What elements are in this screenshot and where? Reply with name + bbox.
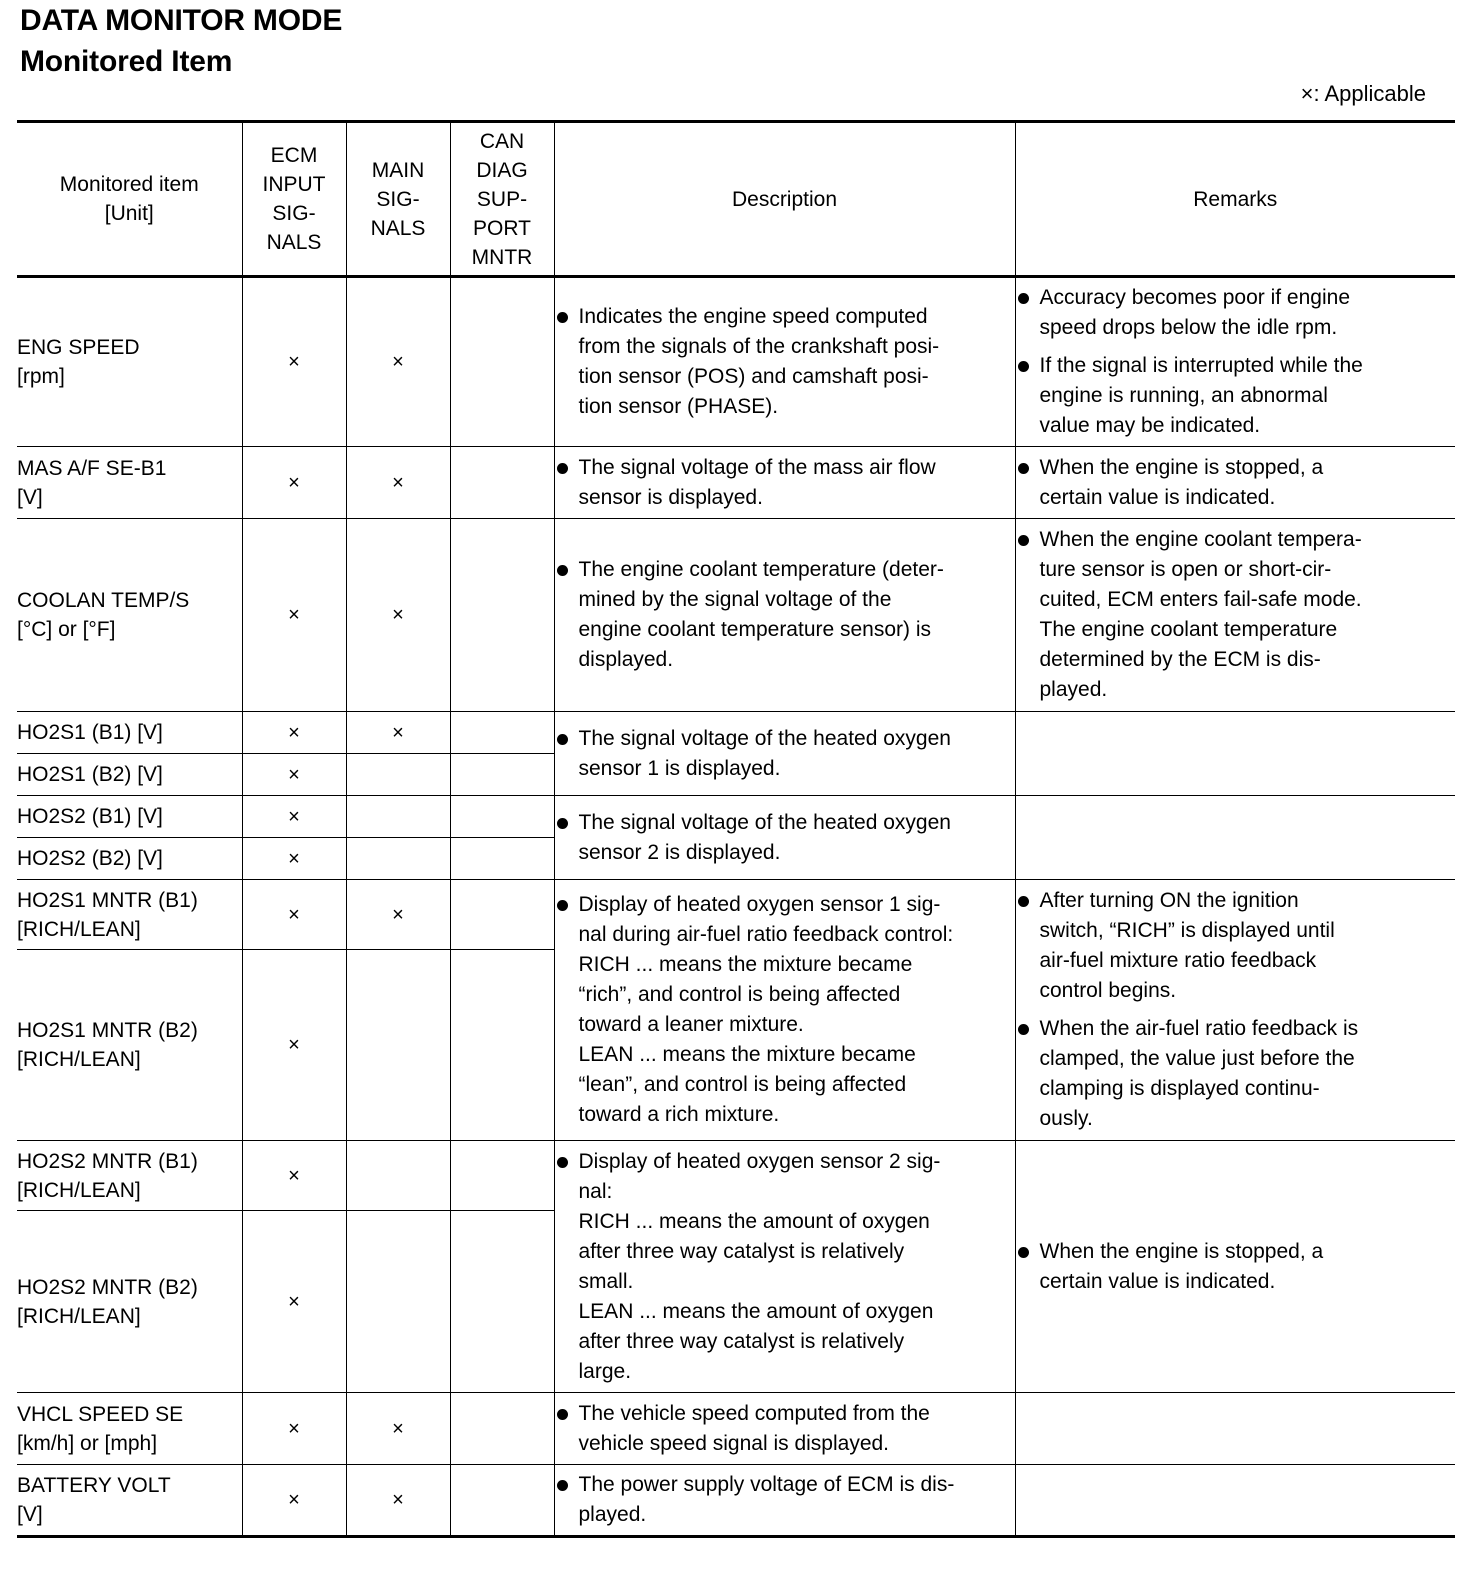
text-line: INPUT [262,173,326,196]
text-line: The power supply voltage of ECM is dis- [578,1473,955,1496]
text-line: after three way catalyst is relatively [578,1329,905,1353]
ecm-input-mark: × [242,1211,346,1393]
text-line: When the engine is stopped, a [1039,1239,1324,1263]
text-line: Display of heated oxygen sensor 1 sig- [578,893,941,916]
description-cell [554,712,1015,796]
text-line: HO2S2 MNTR (B1) [17,1149,198,1173]
text-line: HO2S1 MNTR (B1) [17,888,198,912]
text-line: tion sensor (PHASE). [578,395,779,418]
ecm-input-mark: × [242,1465,346,1537]
text-line: toward a leaner mixture. [578,1013,804,1036]
main-signals-mark [346,950,450,1141]
can-diag-mark [450,447,554,519]
monitored-item-cell [17,1211,242,1393]
text-line: certain value is indicated. [1039,1269,1276,1293]
text-line: SUP- [476,187,528,211]
text-line: cuited, ECM enters fail-safe mode. [1039,588,1362,611]
text-line: When the air-fuel ratio feedback is [1039,1017,1359,1040]
remarks-bullet [1016,283,1456,343]
text-line: speed drops below the idle rpm. [1039,316,1338,339]
monitored-item-cell [17,796,242,838]
monitored-item-cell [17,880,242,950]
text-line: switch, “RICH” is displayed until [1039,919,1335,942]
text-line: MNTR [471,245,533,269]
description-bullet [555,1470,1015,1530]
text-line: [RICH/LEAN] [17,1048,141,1071]
main-signals-mark: × [346,519,450,712]
main-signals-mark: × [346,277,450,447]
header-can-diag-support-mntr [450,122,554,277]
main-signals-mark [346,754,450,796]
monitored-item-cell [17,838,242,880]
description-cell [554,1141,1015,1393]
text-line: “rich”, and control is being affected [578,983,901,1006]
text-line: small. [578,1269,634,1293]
description-bullet [555,555,1015,675]
description-cell [554,447,1015,519]
text-line: after three way catalyst is relatively [578,1239,905,1263]
text-line: from the signals of the crankshaft posi- [578,335,940,358]
monitored-item-table [17,120,1455,1538]
monitored-item-cell [17,1141,242,1211]
text-line: NALS [370,216,426,240]
remarks-cell [1015,1393,1455,1465]
text-line: ENG SPEED [17,336,140,359]
header-description: Description [554,122,1015,277]
text-line: HO2S2 (B1) [V] [17,805,163,828]
ecm-input-mark: × [242,838,346,880]
text-line: When the engine is stopped, a [1039,455,1324,479]
text-line: nal: [578,1179,613,1203]
text-line: LEAN ... means the amount of oxygen [578,1299,934,1323]
text-line: RICH ... means the amount of oxygen [578,1209,930,1233]
monitored-item-cell [17,1393,242,1465]
text-line: engine is running, an abnormal [1039,384,1328,407]
can-diag-mark [450,277,554,447]
text-line: displayed. [578,648,674,671]
text-line: SIG- [376,187,420,211]
text-line: The engine coolant temperature (deter- [578,558,944,581]
text-line: value may be indicated. [1039,414,1261,437]
text-line: ture sensor is open or short-cir- [1039,558,1332,581]
text-line: [RICH/LEAN] [17,917,141,941]
description-bullet [555,1399,1015,1459]
monitored-item-cell [17,447,242,519]
text-line: Display of heated oxygen sensor 2 sig- [578,1149,941,1173]
text-line: HO2S2 (B2) [V] [17,847,163,870]
text-line: [RICH/LEAN] [17,1304,141,1328]
text-line: [°C] or [°F] [17,618,116,641]
monitored-item-cell [17,950,242,1141]
main-signals-mark [346,796,450,838]
text-line: control begins. [1039,979,1177,1002]
can-diag-mark [450,1393,554,1465]
can-diag-mark [450,838,554,880]
text-line: sensor is displayed. [578,485,763,509]
ecm-input-mark: × [242,796,346,838]
text-line: When the engine coolant tempera- [1039,528,1362,551]
description-bullet [555,890,1015,1130]
text-line: HO2S1 (B1) [V] [17,721,163,744]
text-line: LEAN ... means the mixture became [578,1043,916,1066]
can-diag-mark [450,1141,554,1211]
ecm-input-mark: × [242,519,346,712]
remarks-bullet [1016,886,1456,1006]
main-signals-mark: × [346,712,450,754]
main-signals-mark [346,1211,450,1393]
remarks-cell [1015,447,1455,519]
text-line: [Unit] [104,202,154,225]
text-line: The engine coolant temperature [1039,618,1338,641]
text-line: DIAG [476,158,528,182]
ecm-input-mark: × [242,1141,346,1211]
text-line: determined by the ECM is dis- [1039,648,1321,671]
main-signals-mark [346,838,450,880]
text-line: “lean”, and control is being affected [578,1073,907,1096]
remarks-bullet [1016,351,1456,441]
remarks-cell [1015,796,1455,880]
ecm-input-mark: × [242,712,346,754]
table-row [17,796,1455,838]
table-row [17,1393,1455,1465]
text-line: vehicle speed signal is displayed. [578,1431,890,1455]
can-diag-mark [450,1211,554,1393]
monitored-item-cell [17,712,242,754]
text-line: toward a rich mixture. [578,1103,780,1126]
text-line: tion sensor (POS) and camshaft posi- [578,365,929,388]
text-line: [rpm] [17,365,65,388]
description-bullet [555,724,1015,784]
can-diag-mark [450,754,554,796]
text-line: played. [1039,678,1108,701]
header-remarks: Remarks [1015,122,1455,277]
remarks-cell [1015,1465,1455,1537]
remarks-cell [1015,1141,1455,1393]
text-line: mined by the signal voltage of the [578,588,892,611]
monitored-item-cell [17,1465,242,1537]
main-signals-mark: × [346,1465,450,1537]
text-line: COOLAN TEMP/S [17,589,190,612]
text-line: air-fuel mixture ratio feedback [1039,949,1317,972]
table-row [17,880,1455,950]
table-row [17,447,1455,519]
text-line: played. [578,1503,647,1526]
description-bullet [555,808,1015,868]
text-line: certain value is indicated. [1039,485,1276,509]
text-line: VHCL SPEED SE [17,1402,184,1426]
remarks-bullet [1016,1014,1456,1134]
main-signals-mark: × [346,1393,450,1465]
can-diag-mark [450,1465,554,1537]
ecm-input-mark: × [242,277,346,447]
text-line: engine coolant temperature sensor) is [578,618,932,641]
applicable-legend: ×: Applicable [1300,81,1426,106]
monitored-item-cell [17,519,242,712]
header-ecm-input-signals [242,122,346,277]
text-line: sensor 1 is displayed. [578,756,781,780]
table-row [17,519,1455,712]
remarks-bullet [1016,453,1456,513]
text-line: Monitored item [59,173,199,196]
remarks-cell [1015,880,1455,1141]
can-diag-mark [450,880,554,950]
text-line: [km/h] or [mph] [17,1431,158,1455]
section-subtitle: Monitored Item [20,45,233,78]
text-line: nal during air-fuel ratio feedback control: [578,923,954,946]
text-line: MAIN [371,158,425,182]
remarks-bullet [1016,525,1456,705]
table-row [17,712,1455,754]
text-line: BATTERY VOLT [17,1474,171,1497]
text-line: SIG- [272,202,316,225]
monitored-item-cell [17,754,242,796]
text-line: CAN [479,129,525,153]
description-bullet [555,453,1015,513]
monitored-item-cell [17,277,242,447]
header-monitored-item [17,122,242,277]
main-signals-mark: × [346,447,450,519]
text-line: Indicates the engine speed computed [578,305,928,328]
text-line: HO2S1 (B2) [V] [17,763,163,786]
text-line: After turning ON the ignition [1039,889,1299,912]
ecm-input-mark: × [242,447,346,519]
description-cell [554,1465,1015,1537]
description-cell [554,519,1015,712]
text-line: clamped, the value just before the [1039,1047,1355,1070]
description-bullet [555,1147,1015,1387]
can-diag-mark [450,950,554,1141]
text-line: sensor 2 is displayed. [578,840,781,864]
text-line: NALS [266,231,322,254]
table-row [17,1465,1455,1537]
text-line: PORT [473,216,531,240]
can-diag-mark [450,712,554,754]
text-line: clamping is displayed continu- [1039,1077,1320,1100]
ecm-input-mark: × [242,950,346,1141]
text-line: large. [578,1359,632,1383]
text-line: HO2S2 MNTR (B2) [17,1275,198,1299]
description-cell [554,880,1015,1141]
remarks-cell [1015,712,1455,796]
remarks-cell [1015,277,1455,447]
header-row [17,122,1455,277]
text-line: Accuracy becomes poor if engine [1039,286,1350,309]
text-line: ECM [270,144,318,167]
description-cell [554,796,1015,880]
ecm-input-mark: × [242,880,346,950]
main-signals-mark: × [346,880,450,950]
remarks-cell [1015,519,1455,712]
text-line: The vehicle speed computed from the [578,1401,930,1425]
description-cell [554,277,1015,447]
header-main-signals [346,122,450,277]
ecm-input-mark: × [242,754,346,796]
table-row [17,277,1455,447]
description-bullet [555,302,1015,422]
ecm-input-mark: × [242,1393,346,1465]
text-line: MAS A/F SE-B1 [17,456,167,480]
can-diag-mark [450,519,554,712]
text-line: The signal voltage of the heated oxygen [578,810,951,834]
text-line: ously. [1039,1107,1093,1130]
description-cell [554,1393,1015,1465]
text-line: The signal voltage of the mass air flow [578,455,936,479]
remarks-bullet [1016,1237,1456,1297]
table-row [17,1141,1455,1211]
main-signals-mark [346,1141,450,1211]
text-line: If the signal is interrupted while the [1039,354,1363,377]
can-diag-mark [450,796,554,838]
text-line: [V] [17,1503,43,1526]
page-title: DATA MONITOR MODE [20,4,343,37]
text-line: [V] [17,485,43,509]
text-line: The signal voltage of the heated oxygen [578,726,951,750]
text-line: [RICH/LEAN] [17,1178,141,1202]
text-line: HO2S1 MNTR (B2) [17,1019,198,1042]
text-line: RICH ... means the mixture became [578,953,913,976]
